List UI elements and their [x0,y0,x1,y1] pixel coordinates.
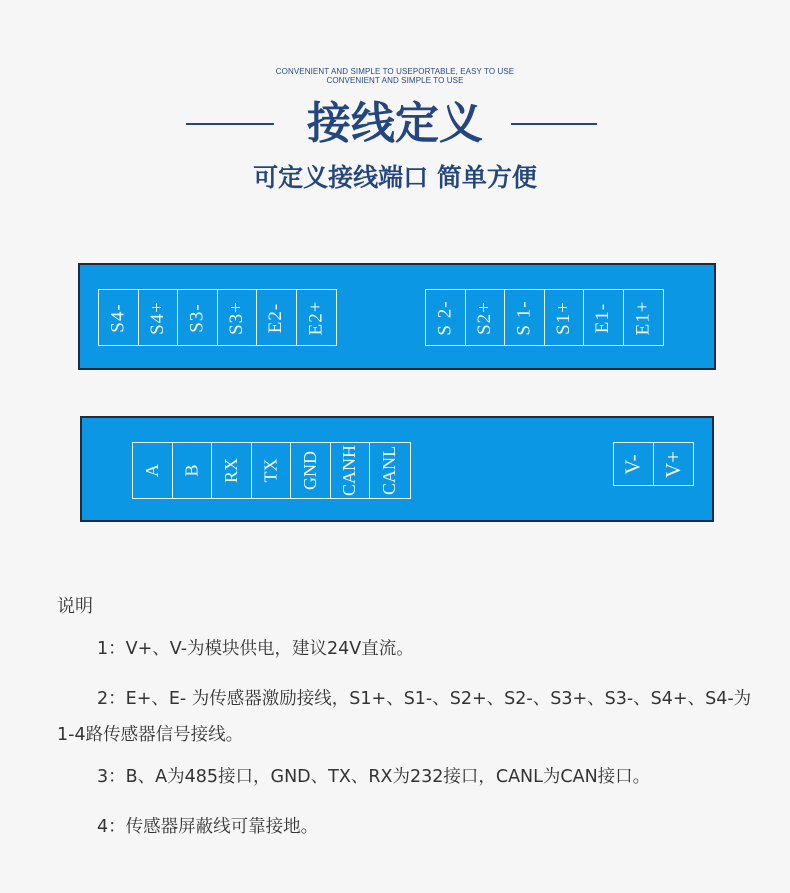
terminal-cell [139,290,179,345]
terminal-panel-top [78,263,716,370]
terminal-cell [218,290,258,345]
terminal-label: A [141,464,162,477]
tagline-primary: CONVENIENT AND SIMPLE TO USEPORTABLE, EASY TO USE [275,67,515,76]
terminal-cell [584,290,624,345]
terminal-label: S4- [107,302,129,333]
note-item: 1：V+、V-为模块供电，建议24V直流。 [97,639,414,659]
terminal-cell [212,443,252,498]
terminal-label: E2- [265,302,287,333]
terminal-cell [505,290,545,345]
terminal-label: CANL [379,446,400,495]
terminal-label: S4+ [146,300,168,335]
terminal-label: E1- [592,302,614,333]
note-item: 4：传感器屏蔽线可靠接地。 [97,817,319,837]
title-row [0,94,790,154]
terminal-cell [426,290,466,345]
terminal-panel-bottom [80,416,714,522]
page-title: 接线定义 [307,98,483,149]
terminal-cell [614,443,654,485]
terminal-label: V- [620,453,645,475]
terminal-group-top-right [425,289,664,346]
terminal-cell [252,443,292,498]
terminal-cell [370,443,410,498]
notes-heading: 说明 [57,596,93,617]
terminal-label: S1+ [552,300,574,335]
note-item: 3：B、A为485接口，GND、TX、RX为232接口，CANL为CAN接口。 [97,767,651,787]
terminal-cell [545,290,585,345]
terminal-label: S 1- [513,299,535,336]
terminal-cell [624,290,664,345]
page-subtitle: 可定义接线端口 简单方便 [253,163,537,192]
terminal-label: B [181,464,202,477]
terminal-group-bottom-left [132,442,411,499]
terminal-cell [99,290,139,345]
terminal-cell [173,443,213,498]
terminal-label: V+ [660,450,685,478]
note-item: 2：E+、E- 为传感器激励接线，S1+、S1-、S2+、S2-、S3+、S3-、S4+、S4-为1-4路传感器信号接线。 [57,689,752,745]
terminal-group-top-left [98,289,337,346]
terminal-label: S3- [186,302,208,333]
terminal-cell [297,290,337,345]
terminal-cell [654,443,694,485]
terminal-label: E1+ [632,300,654,335]
terminal-label: CANH [339,444,360,497]
terminal-cell [133,443,173,498]
terminal-label: RX [220,457,241,484]
title-divider-right [511,123,597,125]
terminal-cell [291,443,331,498]
terminal-label: GND [299,451,320,490]
terminal-group-bottom-right [613,442,694,486]
terminal-cell [178,290,218,345]
terminal-cell [466,290,506,345]
terminal-label: S3+ [225,300,247,335]
terminal-label: E2+ [305,300,327,335]
terminal-label: TX [260,458,281,483]
terminal-cell [257,290,297,345]
terminal-label: S 2- [434,299,456,336]
tagline-secondary: CONVENIENT AND SIMPLE TO USE [326,76,464,85]
terminal-label: S2+ [473,300,495,335]
terminal-cell [331,443,371,498]
